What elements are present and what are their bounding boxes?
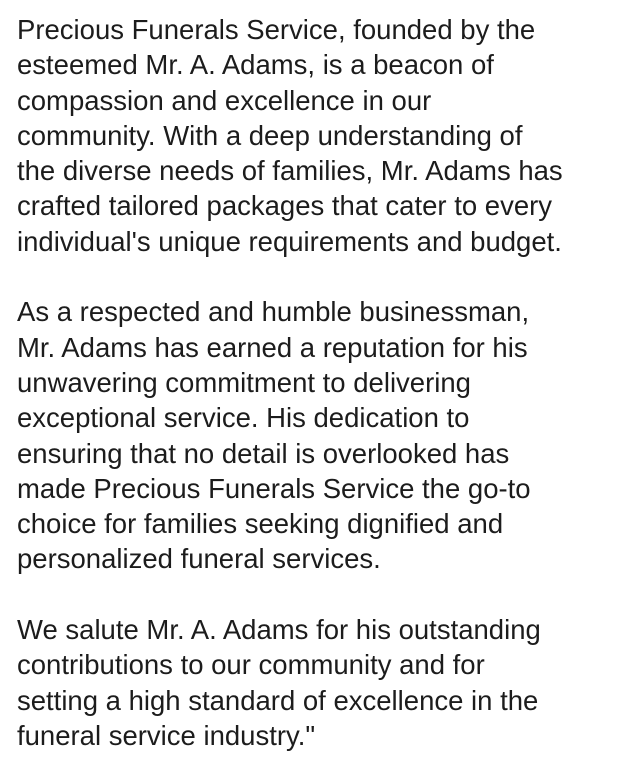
text-line: personalized funeral services. (17, 543, 381, 575)
text-line: Precious Funerals Service, founded by the (17, 14, 536, 45)
text-line: funeral service industry." (17, 719, 316, 751)
text-line: made Precious Funerals Service the go-to (17, 472, 531, 504)
text-line: unwavering commitment to delivering (17, 366, 471, 398)
text-line: As a respected and humble businessman, (17, 296, 530, 328)
text-line: the diverse needs of families, Mr. Adams has (17, 155, 563, 187)
text-line: compassion and excellence in our (17, 84, 432, 116)
text-line: exceptional service. His dedication to (17, 402, 470, 434)
text-line: ensuring that no detail is overlooked has (17, 437, 510, 469)
paragraph-spacer (17, 259, 617, 294)
text-line: setting a high standard of excellence in the (17, 684, 539, 716)
text-line: Mr. Adams has earned a reputation for his (17, 331, 528, 363)
paragraph-spacer (17, 577, 617, 612)
text-line: choice for families seeking dignified and (17, 508, 504, 540)
text-line: individual's unique requirements and budget. (17, 225, 562, 257)
paragraph-1 (17, 12, 617, 259)
paragraph-3 (17, 612, 617, 753)
text-line: crafted tailored packages that cater to every (17, 190, 553, 222)
paragraph-2 (17, 294, 617, 576)
text-line: We salute Mr. A. Adams for his outstanding (17, 614, 541, 646)
article-text (17, 12, 617, 753)
text-line: esteemed Mr. A. Adams, is a beacon of (17, 49, 494, 81)
text-line: community. With a deep understanding of (17, 119, 523, 151)
text-line: contributions to our community and for (17, 649, 485, 681)
